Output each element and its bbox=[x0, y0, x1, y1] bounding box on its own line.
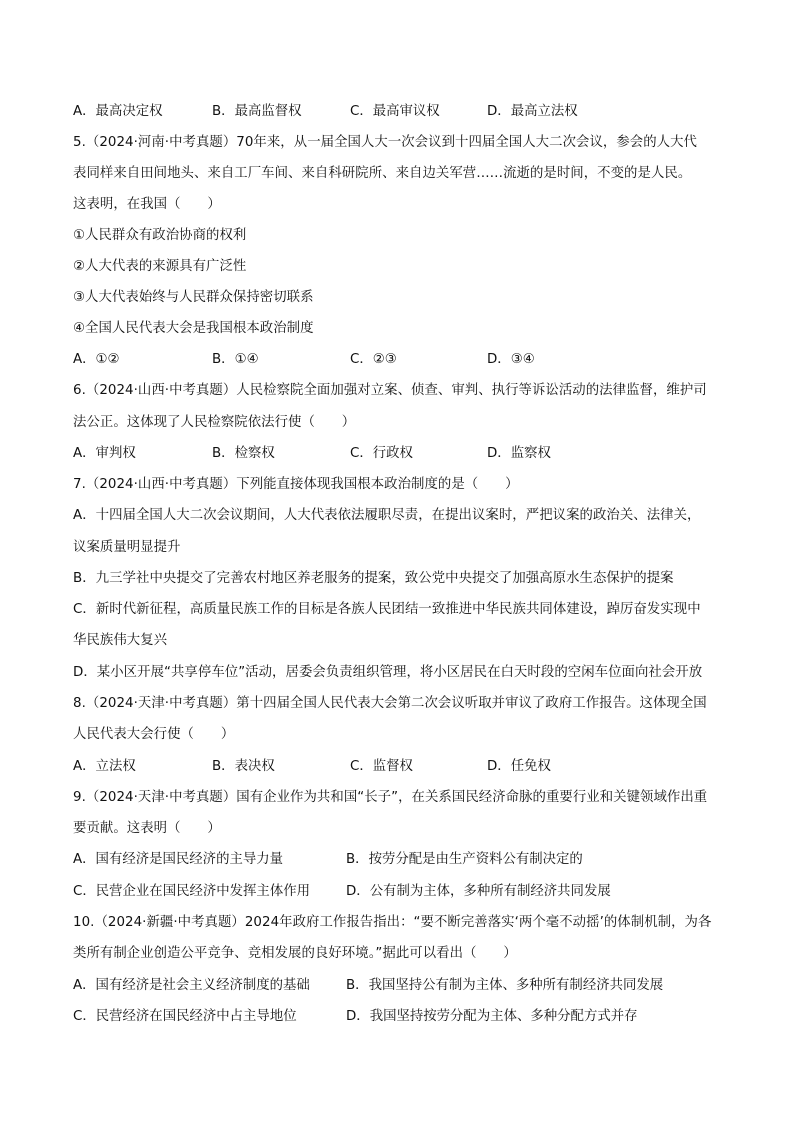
q5-statement-2: ②人大代表的来源具有广泛性 bbox=[73, 259, 247, 274]
q6-option-a: A．审判权 bbox=[73, 446, 136, 461]
q5-option-d: D．③④ bbox=[487, 352, 535, 367]
q7-stem-line-1: 7.（2024·山西·中考真题）下列能直接体现我国根本政治制度的是（ ） bbox=[73, 477, 519, 492]
q8-option-b: B．表决权 bbox=[212, 759, 275, 774]
q6-option-d: D．监察权 bbox=[487, 446, 551, 461]
q9-option-c: C．民营企业在国民经济中发挥主体作用 bbox=[73, 884, 310, 899]
q10-stem-line-1: 10.（2024·新疆·中考真题）2024年政府工作报告指出：“要不断完善落实‘两个毫不动摇’的体制机制，为各 bbox=[73, 915, 712, 930]
q6-option-b: B．检察权 bbox=[212, 446, 275, 461]
q9-stem-line-2: 要贡献。这表明（ ） bbox=[73, 821, 221, 836]
q4-option-b: B．最高监督权 bbox=[212, 104, 302, 119]
q6-stem-line-1: 6.（2024·山西·中考真题）人民检察院全面加强对立案、侦查、审判、执行等诉讼活动的法律监督，维护司 bbox=[73, 383, 707, 398]
q7-option-c-line-1: C．新时代新征程，高质量民族工作的目标是各族人民团结一致推进中华民族共同体建设，踔厉奋发实现中 bbox=[73, 602, 701, 617]
q9-option-d: D．公有制为主体，多种所有制经济共同发展 bbox=[346, 884, 611, 899]
q7-option-d: D．某小区开展“共享停车位”活动，居委会负责组织管理，将小区居民在白天时段的空闲车位面向社会开放 bbox=[73, 665, 703, 680]
q5-option-b: B．①④ bbox=[212, 352, 259, 367]
q9-stem-line-1: 9.（2024·天津·中考真题）国有企业作为共和国“长子”，在关系国民经济命脉的重要行业和关键领域作出重 bbox=[73, 790, 708, 805]
q5-option-c: C．②③ bbox=[350, 352, 397, 367]
q4-option-d: D．最高立法权 bbox=[487, 104, 578, 119]
q8-option-a: A．立法权 bbox=[73, 759, 136, 774]
q7-option-a-line-1: A．十四届全国人大二次会议期间，人大代表依法履职尽责，在提出议案时，严把议案的政治关、法律关， bbox=[73, 508, 701, 523]
q10-option-a: A．国有经济是社会主义经济制度的基础 bbox=[73, 978, 310, 993]
q5-stem-line-2: 表同样来自田间地头、来自工厂车间、来自科研院所、来自边关军营……流逝的是时间，不变的是人民。 bbox=[73, 166, 692, 181]
q9-option-b: B．按劳分配是由生产资料公有制决定的 bbox=[346, 852, 583, 867]
q10-stem-line-2: 类所有制企业创造公平竞争、竞相发展的良好环境。”据此可以看出（ ） bbox=[73, 946, 517, 961]
q5-option-a: A．①② bbox=[73, 352, 120, 367]
q10-option-b: B．我国坚持公有制为主体、多种所有制经济共同发展 bbox=[346, 978, 664, 993]
q8-stem-line-2: 人民代表大会行使（ ） bbox=[73, 727, 235, 742]
q5-statement-1: ①人民群众有政治协商的权利 bbox=[73, 228, 247, 243]
q4-option-a: A．最高决定权 bbox=[73, 104, 163, 119]
q5-stem-line-3: 这表明，在我国（ ） bbox=[73, 197, 221, 212]
q9-option-a: A．国有经济是国民经济的主导力量 bbox=[73, 852, 284, 867]
q6-option-c: C．行政权 bbox=[350, 446, 413, 461]
q5-stem-line-1: 5.（2024·河南·中考真题）70年来，从一届全国人大一次会议到十四届全国人大二次会议，参会的人大代 bbox=[73, 135, 697, 150]
q7-option-a-line-2: 议案质量明显提升 bbox=[73, 540, 181, 555]
q5-statement-4: ④全国人民代表大会是我国根本政治制度 bbox=[73, 321, 314, 336]
q5-statement-3: ③人大代表始终与人民群众保持密切联系 bbox=[73, 290, 314, 305]
q8-option-c: C．监督权 bbox=[350, 759, 413, 774]
q7-option-c-line-2: 华民族伟大复兴 bbox=[73, 633, 168, 648]
q10-option-c: C．民营经济在国民经济中占主导地位 bbox=[73, 1009, 297, 1024]
q4-option-c: C．最高审议权 bbox=[350, 104, 440, 119]
q10-option-d: D．我国坚持按劳分配为主体、多种分配方式并存 bbox=[346, 1009, 638, 1024]
q8-option-d: D．任免权 bbox=[487, 759, 551, 774]
q6-stem-line-2: 法公正。这体现了人民检察院依法行使（ ） bbox=[73, 415, 356, 430]
q7-option-b: B．九三学社中央提交了完善农村地区养老服务的提案，致公党中央提交了加强高原水生态保护的提案 bbox=[73, 571, 674, 586]
q8-stem-line-1: 8.（2024·天津·中考真题）第十四届全国人民代表大会第二次会议听取并审议了政府工作报告。这体现全国 bbox=[73, 696, 707, 711]
